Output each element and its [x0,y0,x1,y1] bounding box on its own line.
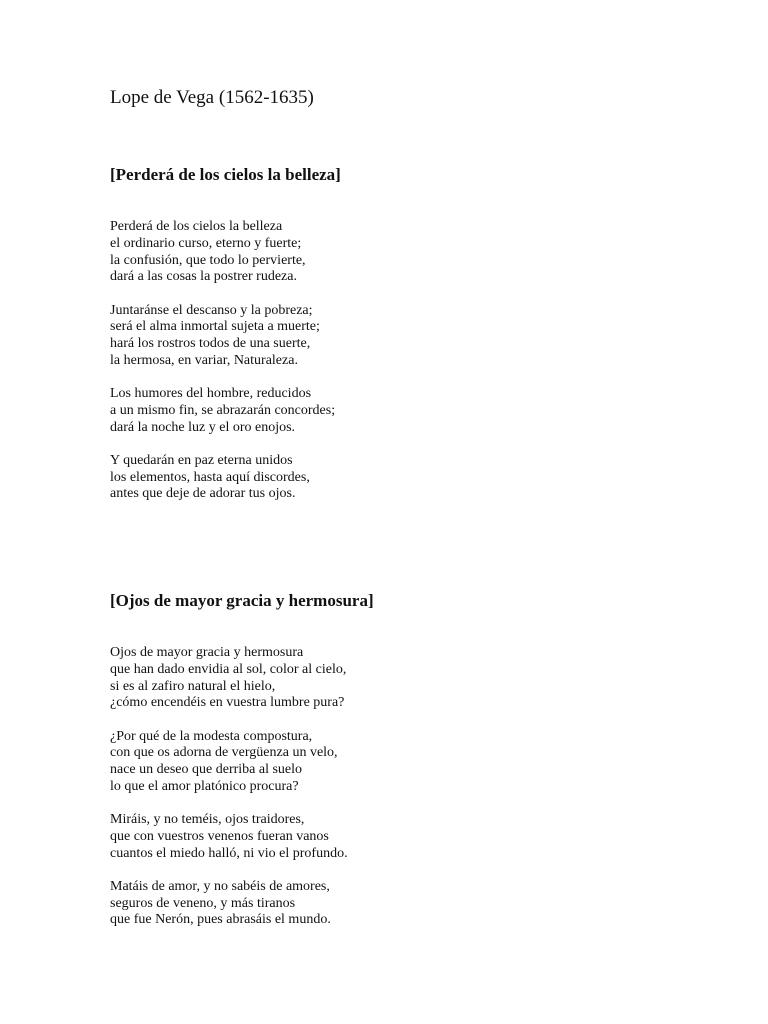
author-heading: Lope de Vega (1562-1635) [110,87,314,108]
poem-body [110,219,335,520]
poem-line: Perderá de los cielos la belleza [110,219,283,234]
poem-title: [Perderá de los cielos la belleza] [110,165,341,184]
poem-line: Y quedarán en paz eterna unidos [110,452,293,468]
poem-line: nace un deseo que derriba al suelo [110,762,303,777]
poem-line: si es al zafiro natural el hielo, [110,678,276,694]
poem-line: que fue Nerón, pues abrasáis el mundo. [110,912,331,928]
poem-line: lo que el amor platónico procura? [110,778,299,794]
poem-line: a un mismo fin, se abrazarán concordes; [110,402,336,418]
poem-line: con que os adorna de vergüenza un velo, [110,745,338,761]
poem-line: Ojos de mayor gracia y hermosura [110,645,304,660]
poem-body [110,645,348,946]
poem-line: ¿Por qué de la modesta compostura, [110,728,313,744]
poem-line: la confusión, que todo lo pervierte, [110,252,306,268]
poem-line: los elementos, hasta aquí discordes, [110,469,310,485]
stanza [110,879,348,929]
poem-line: Los humores del hombre, reducidos [110,386,312,401]
poem-line: el ordinario curso, eterno y fuerte; [110,235,302,251]
poem-line: será el alma inmortal sujeta a muerte; [110,319,320,335]
poem-line: seguros de veneno, y más tiranos [110,895,296,911]
poem-line: que con vuestros venenos fueran vanos [110,828,329,844]
stanza [110,729,348,796]
poem-line: que han dado envidia al sol, color al cielo, [110,661,347,677]
stanza [110,303,335,370]
stanza [110,453,335,503]
poem-line: cuantos el miedo halló, ni vio el profundo. [110,845,348,861]
poem-line: la hermosa, en variar, Naturaleza. [110,352,298,368]
poem-line: Juntaránse el descanso y la pobreza; [110,302,313,318]
poem-line: antes que deje de adorar tus ojos. [110,486,296,502]
poem-line: Miráis, y no teméis, ojos traidores, [110,812,305,827]
stanza [110,645,348,712]
stanza [110,386,335,436]
poem-line: ¿cómo encendéis en vuestra lumbre pura? [110,695,345,711]
poem-line: dará la noche luz y el oro enojos. [110,419,296,435]
stanza [110,219,335,286]
poem-line: Matáis de amor, y no sabéis de amores, [110,878,330,894]
poem-line: hará los rostros todos de una suerte, [110,336,311,351]
stanza [110,812,348,862]
poem-line: dará a las cosas la postrer rudeza. [110,269,297,285]
poem-title: [Ojos de mayor gracia y hermosura] [110,591,374,610]
